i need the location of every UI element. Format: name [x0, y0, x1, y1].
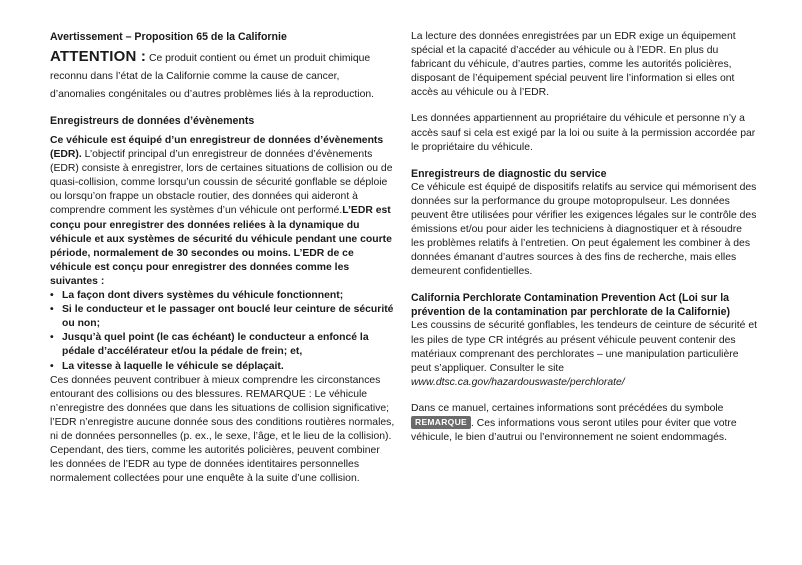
edr-closing: Ces données peuvent contribuer à mieux comprendre les circonstances entourant des collisions ou des blessures. REMARQUE : Le véhicule n’enregistre des données que dans les situations de collision significative; l’EDR n’enregistre aucune donnée sous des conditions routières normales, ni de données personnelles (p. ex., le sexe, l’âge, et le lieu de la collision). Cependant, des tiers, comme les autorités policières, peuvent combiner les données de l’EDR au type de données identitaires personnelles normalement collectées pour une enquête à la suite d’une collision.	[50, 374, 395, 485]
edr-intro-bold: Ce véhicule est équipé d’un enregistreur de données d’évènements (EDR).	[50, 135, 384, 161]
bullet-icon: •	[50, 304, 54, 316]
attention-label: ATTENTION :	[50, 48, 147, 65]
perchlorate-text: Les coussins de sécurité gonflables, les tendeurs de ceinture de sécurité et les piles de type CR intégrés au présent véhicule peuvent contenir des matériaux comprenant des perchlorates – une manipulation particulière peut s’appliquer. Consulter le site	[411, 320, 757, 374]
list-item: • Si le conducteur et le passager ont bouclé leur ceinture de sécurité ou non;	[50, 304, 394, 330]
remarque-badge: REMARQUE	[411, 416, 471, 429]
bullet-icon: •	[50, 332, 54, 344]
edr-ownership-paragraph: Les données appartiennent au propriétaire du véhicule et personne n’y a accès sauf si cela est exigé par la loi ou suite à la permission accordée par le propriétaire du véhicule.	[411, 113, 756, 153]
diagnostic-heading: Enregistreurs de diagnostic du service	[411, 167, 607, 180]
diagnostic-paragraph: Ce véhicule est équipé de dispositifs relatifs au service qui mémorisent des données sur la performance du groupe motopropulseur. Les données peuvent être utilisées pour vérifier les exigences légales sur le contrôle des émissions et/ou pour aider les techniciens à diagnostiquer et à résoudre les problèmes relatifs à l’entretien. On peut également les combiner à des données émanant d’autres sources à des fins de recherche, mais elles demeurent confidentielles.	[411, 181, 757, 278]
edr-intro-text: L’objectif principal d’un enregistreur de données d’évènements (EDR) consiste à enregistrer, lors de certaines situations de collision ou de quasi-collision, comme lorsqu’un coussin de sécurité gonflable se déploie ou lorsqu’on frappe un obstacle routier, des données qui aideront à comprendre comment les systèmes d’un véhicule ont performé.	[50, 149, 393, 217]
list-item: • Jusqu’à quel point (le cas échéant) le conducteur a enfoncé la pédale d’accélérateur et/ou la pédale de frein; et,	[50, 332, 369, 358]
perchlorate-link[interactable]: www.dtsc.ca.gov/hazardouswaste/perchlorate/	[411, 376, 625, 388]
manual-note-text-1: Dans ce manuel, certaines informations sont précédées du symbole	[411, 402, 724, 414]
edr-intro	[50, 134, 395, 289]
left-column	[50, 30, 395, 486]
bullet-icon: •	[50, 360, 54, 372]
prop65-heading: Avertissement – Proposition 65 de la Californie	[50, 31, 287, 43]
perchlorate-heading: California Perchlorate Contamination Prevention Act (Loi sur la prévention de la contamination par perchlorate de la Californie)	[411, 292, 731, 319]
perchlorate-paragraph	[411, 319, 757, 389]
edr-purpose-bold: L’EDR est conçu pour enregistrer des données reliées à la dynamique du véhicule et aux systèmes de sécurité du véhicule pendant une courte période, normalement de 30 secondes ou moins. L’EDR de ce véhicule est conçu pour enregistrer des données comme les suivantes :	[50, 205, 392, 287]
list-item: • La façon dont divers systèmes du véhicule fonctionnent;	[50, 289, 395, 303]
right-column	[411, 30, 757, 445]
edr-heading: Enregistreurs de données d’évènements	[50, 115, 255, 127]
edr-data-list	[50, 289, 395, 374]
list-item: • La vitesse à laquelle le véhicule se déplaçait.	[50, 360, 395, 374]
attention-paragraph	[50, 48, 395, 104]
manual-note-paragraph	[411, 402, 757, 445]
attention-text: Ce produit contient ou émet un produit chimique reconnu dans l’état de la Californie comme la cause de cancer, d’anomalies congénitales ou d’autres problèmes liés à la reproduction.	[50, 53, 375, 100]
bullet-icon: •	[50, 290, 54, 302]
manual-note-text-2: . Ces informations vous seront utiles pour éviter que votre véhicule, le bien d’autrui ou l’environnement ne soient endommagés.	[411, 417, 737, 444]
edr-access-paragraph: La lecture des données enregistrées par un EDR exige un équipement spécial et la capacité d’accéder au véhicule ou à l’EDR. En plus du fabricant du véhicule, d’autres parties, comme les autorités policières, disposant de l’équipement spécial peuvent lire l’information si elles ont accès au véhicule ou à l’EDR.	[411, 31, 736, 99]
